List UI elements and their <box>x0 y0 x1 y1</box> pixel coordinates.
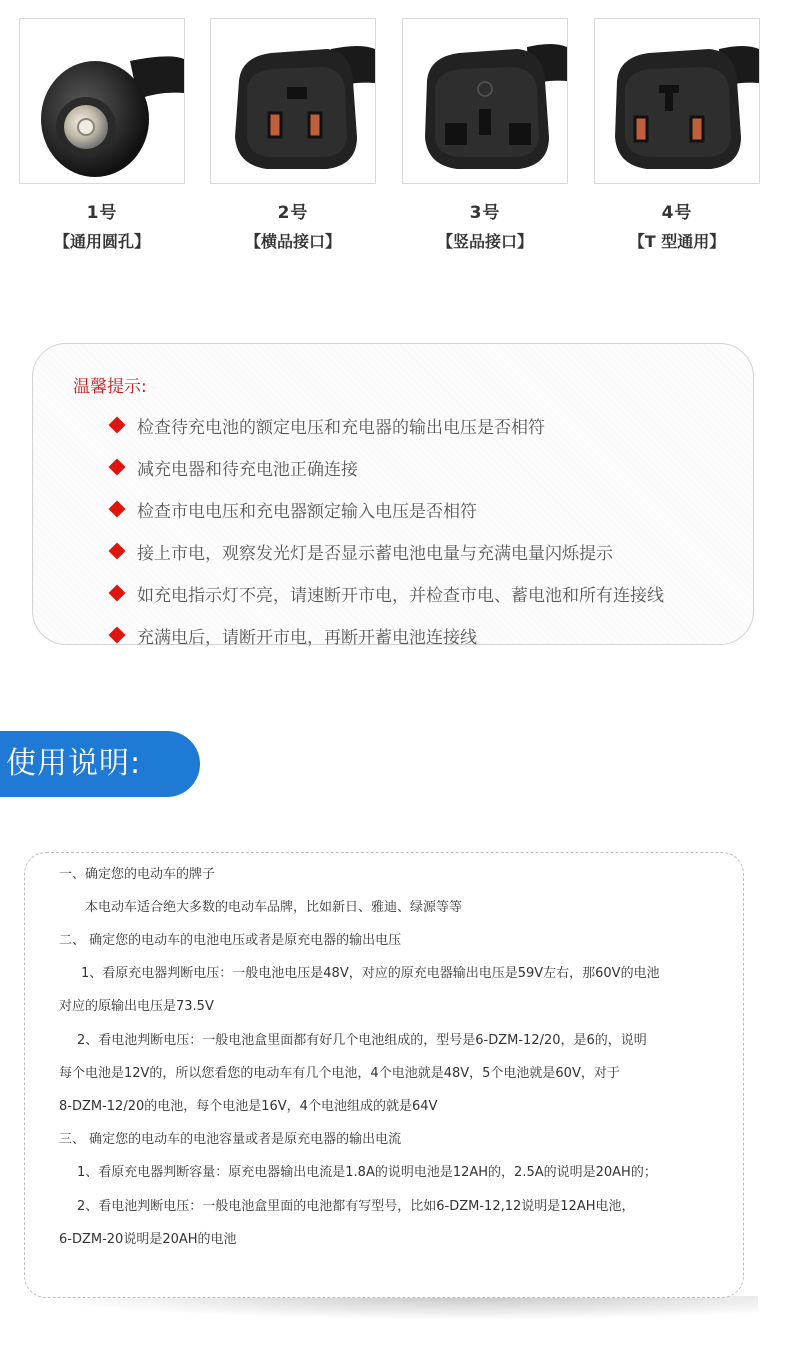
section-title: 使用说明: <box>0 731 200 797</box>
connector-4-image <box>594 18 760 184</box>
instruction-line: 2、看电池判断电压：一般电池盒里面都有好几个电池组成的，型号是6-DZM-12/20，是6的，说明 <box>77 1033 647 1048</box>
instruction-line: 对应的原输出电压是73.5V <box>59 999 214 1014</box>
tip-text: 检查待充电池的额定电压和充电器的输出电压是否相符 <box>137 417 545 438</box>
list-item <box>111 446 664 488</box>
connector-3-desc: 【竖品接口】 <box>436 232 533 251</box>
list-item <box>111 404 664 446</box>
connector-4-number: 4号 <box>661 203 693 223</box>
instruction-line: 每个电池是12V的，所以您看您的电动车有几个电池，4个电池就是48V，5个电池就是60V，对于 <box>59 1066 620 1081</box>
connector-4-desc: 【T 型通用】 <box>628 232 726 251</box>
connector-2-number: 2号 <box>277 203 309 223</box>
diamond-bullet-icon <box>109 417 126 434</box>
list-item <box>111 488 664 530</box>
tip-text: 检查市电电压和充电器额定输入电压是否相符 <box>137 501 477 522</box>
list-item <box>111 530 664 572</box>
diamond-bullet-icon <box>109 501 126 518</box>
tip-text: 充满电后，请断开市电，再断开蓄电池连接线 <box>137 627 477 648</box>
connector-1-number: 1号 <box>86 203 118 223</box>
connector-1 <box>19 18 185 252</box>
connector-2-desc: 【横品接口】 <box>244 232 341 251</box>
list-item <box>111 572 664 614</box>
instruction-line: 1、看原充电器判断电压：一般电池电压是48V，对应的原充电器输出电压是59V左右，那60V的电池 <box>81 966 660 981</box>
tips-box <box>32 343 754 648</box>
instruction-line: 6-DZM-20说明是20AH的电池 <box>59 1232 237 1247</box>
instruction-line: 2、看电池判断电压：一般电池盒里面的电池都有写型号，比如6-DZM-12,12说明是12AH电池， <box>77 1199 635 1214</box>
instruction-line: 二、 确定您的电动车的电池电压或者是原充电器的输出电压 <box>59 933 402 948</box>
tip-text: 接上市电，观察发光灯是否显示蓄电池电量与充满电量闪烁提示 <box>137 543 613 564</box>
tip-text: 减充电器和待充电池正确连接 <box>137 459 358 480</box>
instructions-shadow <box>38 1296 758 1320</box>
connector-1-desc: 【通用圆孔】 <box>53 232 150 251</box>
instruction-line: 本电动车适合绝大多数的电动车品牌，比如新日、雅迪、绿源等等 <box>85 900 463 915</box>
instruction-line: 1、看原充电器判断容量：原充电器输出电流是1.8A的说明电池是12AH的，2.5A的说明是20AH的； <box>77 1165 657 1180</box>
tip-text: 如充电指示灯不亮，请速断开市电，并检查市电、蓄电池和所有连接线 <box>137 585 664 606</box>
connector-4 <box>594 18 760 252</box>
diamond-bullet-icon <box>109 627 126 644</box>
connector-2 <box>210 18 376 252</box>
connector-1-image <box>19 18 185 184</box>
instruction-line: 8-DZM-12/20的电池，每个电池是16V，4个电池组成的就是64V <box>59 1099 438 1114</box>
tips-title: 温馨提示: <box>73 377 147 397</box>
connector-3-number: 3号 <box>469 203 501 223</box>
instructions-box <box>24 852 744 1298</box>
connector-3 <box>402 18 568 252</box>
diamond-bullet-icon <box>109 543 126 560</box>
diamond-bullet-icon <box>109 459 126 476</box>
connector-3-image <box>402 18 568 184</box>
tips-list <box>111 404 664 656</box>
instruction-line: 三、 确定您的电动车的电池容量或者是原充电器的输出电流 <box>59 1132 402 1147</box>
connector-types <box>0 0 790 260</box>
list-item <box>111 614 664 656</box>
diamond-bullet-icon <box>109 585 126 602</box>
instruction-line: 一、确定您的电动车的牌子 <box>59 867 216 882</box>
connector-2-image <box>210 18 376 184</box>
